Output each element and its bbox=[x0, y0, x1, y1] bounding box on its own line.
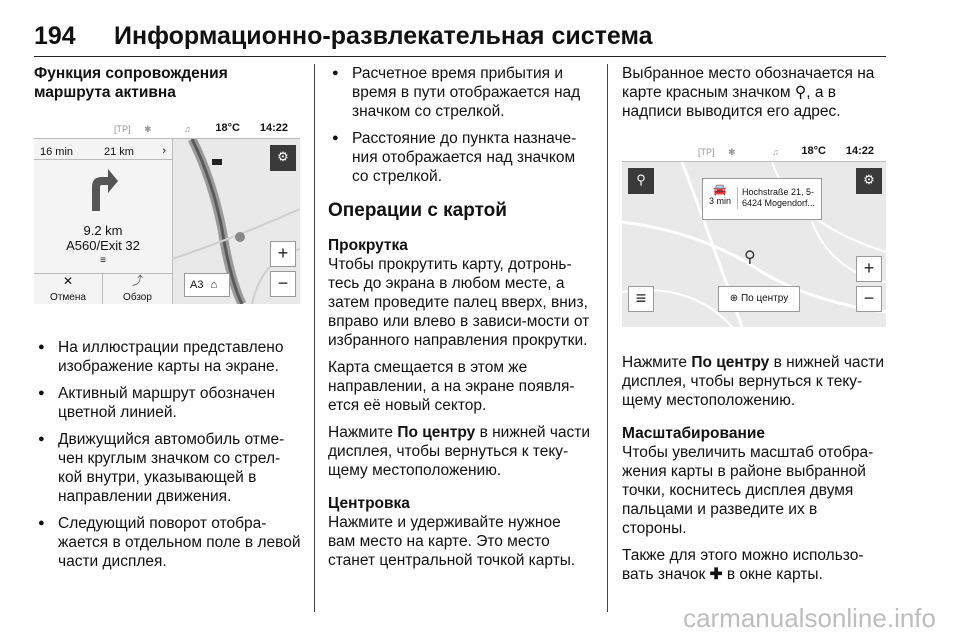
plus-icon: + bbox=[277, 243, 289, 263]
search-button[interactable] bbox=[628, 168, 654, 194]
clock: 14:22 bbox=[259, 122, 288, 134]
column-3 bbox=[622, 64, 886, 592]
gear-icon: ⚙ bbox=[277, 149, 289, 164]
eta: 16 min bbox=[40, 146, 74, 158]
close-icon: ✕ bbox=[62, 274, 74, 288]
map-view[interactable] bbox=[34, 139, 300, 304]
watermark: carmanualsonline.info bbox=[683, 603, 936, 633]
address-line: Hochstraße 21, 5- bbox=[742, 187, 815, 197]
bluetooth-icon: ✱ bbox=[144, 124, 152, 134]
map-view[interactable] bbox=[622, 162, 886, 327]
turn-panel bbox=[34, 139, 173, 304]
address-line: 6424 Mogendorf... bbox=[742, 198, 816, 208]
road-sign-indicator bbox=[184, 273, 230, 297]
zoom-out-button[interactable] bbox=[270, 271, 296, 297]
section-heading: Функция сопровождения маршрута активна bbox=[34, 65, 228, 101]
bluetooth-icon: ✱ bbox=[728, 147, 736, 157]
temperature: 18°C bbox=[801, 145, 826, 157]
column-2 bbox=[328, 64, 592, 578]
list-item: ● Расчетное время прибытия и время в пути отображается над значком со стрелкой. bbox=[328, 64, 592, 121]
minus-icon: − bbox=[863, 288, 875, 308]
home-icon: ⌂ bbox=[210, 279, 218, 291]
bottom-buttons bbox=[34, 273, 172, 304]
route-summary bbox=[34, 139, 172, 160]
page-number: 194 bbox=[34, 22, 76, 50]
turn-distance: 9.2 km bbox=[83, 223, 123, 238]
car-icon: 🚘 bbox=[713, 184, 727, 196]
route-overview-icon: ⤴ bbox=[132, 275, 143, 287]
paragraph: Также для этого можно использо-вать значок ✚ в окне карты. bbox=[622, 547, 864, 583]
list-item: ● Движущийся автомобиль отме-чен круглым значком со стрел-кой внутри, указывающей в направлении движения. bbox=[34, 430, 304, 506]
search-icon: ⚲ bbox=[636, 172, 646, 187]
subsection-heading: Масштабирование bbox=[622, 425, 765, 442]
paragraph: Нажмите По центру в нижней части дисплея, чтобы вернуться к теку-щему местоположению. bbox=[622, 354, 885, 409]
section-heading: Операции с картой bbox=[328, 200, 507, 221]
music-icon: ♫ bbox=[772, 147, 779, 157]
paragraph: Чтобы увеличить масштаб отобра-жения карты в районе выбранной точки, коснитесь дисплея двумя пальцами и разведите их в стороны. bbox=[622, 444, 874, 537]
gear-icon: ⚙ bbox=[863, 172, 875, 187]
tp-icon: [TP] bbox=[698, 147, 715, 157]
chevron-right-icon: › bbox=[162, 145, 166, 157]
music-icon: ♫ bbox=[184, 124, 191, 134]
turn-arrow-icon bbox=[80, 165, 120, 213]
cancel-button[interactable]: ✕ Отмена bbox=[34, 274, 103, 304]
bullet-list bbox=[34, 338, 304, 571]
nav-screenshot-guidance bbox=[34, 114, 300, 304]
nav-screenshot-centering bbox=[622, 137, 886, 327]
plus-icon: + bbox=[863, 258, 875, 278]
list-icon: ≡ bbox=[100, 255, 106, 266]
clock: 14:22 bbox=[845, 145, 874, 157]
menu-icon: ≡ bbox=[635, 288, 647, 308]
subsection-heading: Центровка bbox=[328, 495, 410, 512]
page-title: Информационно-развлекательная система bbox=[114, 22, 653, 50]
distance: 21 km bbox=[104, 146, 134, 158]
list-item: ● Активный маршрут обозначен цветной линией. bbox=[34, 384, 304, 422]
paragraph: Чтобы прокрутить карту, дотронь-тесь до экрана в любом месте, а затем проведите палец вверх, вниз, вправо или влево в зависи-мости от избранного направления прокрутки. bbox=[328, 256, 590, 349]
settings-gear-button[interactable] bbox=[270, 145, 296, 171]
center-button[interactable]: ⊕ По центру bbox=[718, 286, 800, 312]
settings-gear-button[interactable] bbox=[856, 168, 882, 194]
turn-road: A560/Exit 32 bbox=[66, 238, 140, 253]
inline-label: По центру bbox=[397, 424, 476, 441]
list-item: ● Следующий поворот отобра-жается в отдельном поле в левой части дисплея. bbox=[34, 514, 304, 571]
zoom-out-button[interactable] bbox=[856, 286, 882, 312]
paragraph: Нажмите и удерживайте нужное вам место на карте. Это место станет центральной точкой карты. bbox=[328, 514, 576, 569]
zoom-in-button[interactable] bbox=[270, 241, 296, 267]
subsection-heading: Прокрутка bbox=[328, 237, 408, 254]
address-popup[interactable] bbox=[702, 178, 822, 220]
bullet-list bbox=[328, 64, 592, 186]
list-item: ● На иллюстрации представлено изображение карты на экране. bbox=[34, 338, 304, 376]
zoom-in-button[interactable] bbox=[856, 256, 882, 282]
plus-icon: ✚ bbox=[709, 566, 723, 583]
paragraph: Карта смещается в этом же направлении, а на экране появля-ется её новый сектор. bbox=[328, 359, 575, 414]
page-header bbox=[34, 22, 886, 57]
column-divider bbox=[607, 64, 608, 612]
list-item: ● Расстояние до пункта назначе-ния отображается над значком со стрелкой. bbox=[328, 129, 592, 186]
eta: 3 min bbox=[708, 196, 731, 206]
status-bar bbox=[622, 137, 886, 162]
location-pin-icon: ⚲ bbox=[744, 249, 756, 266]
menu-button[interactable] bbox=[628, 286, 654, 312]
column-1 bbox=[34, 64, 304, 579]
crosshair-icon: ⊕ bbox=[729, 293, 739, 304]
minus-icon: − bbox=[277, 273, 289, 293]
turn-info bbox=[34, 223, 172, 268]
paragraph: Нажмите По центру в нижней части дисплея, чтобы вернуться к теку-щему местоположению. bbox=[328, 424, 591, 479]
tp-icon: [TP] bbox=[114, 124, 131, 134]
inline-label: По центру bbox=[691, 354, 770, 371]
column-divider bbox=[314, 64, 315, 612]
road-sign: A3 bbox=[190, 279, 204, 291]
status-bar bbox=[34, 114, 300, 139]
overview-button[interactable]: ⤴ Обзор bbox=[103, 274, 172, 304]
paragraph: Выбранное место обозначается на карте красным значком ⚲, а в надписи выводится его адрес. bbox=[622, 65, 875, 120]
temperature: 18°C bbox=[215, 122, 240, 134]
